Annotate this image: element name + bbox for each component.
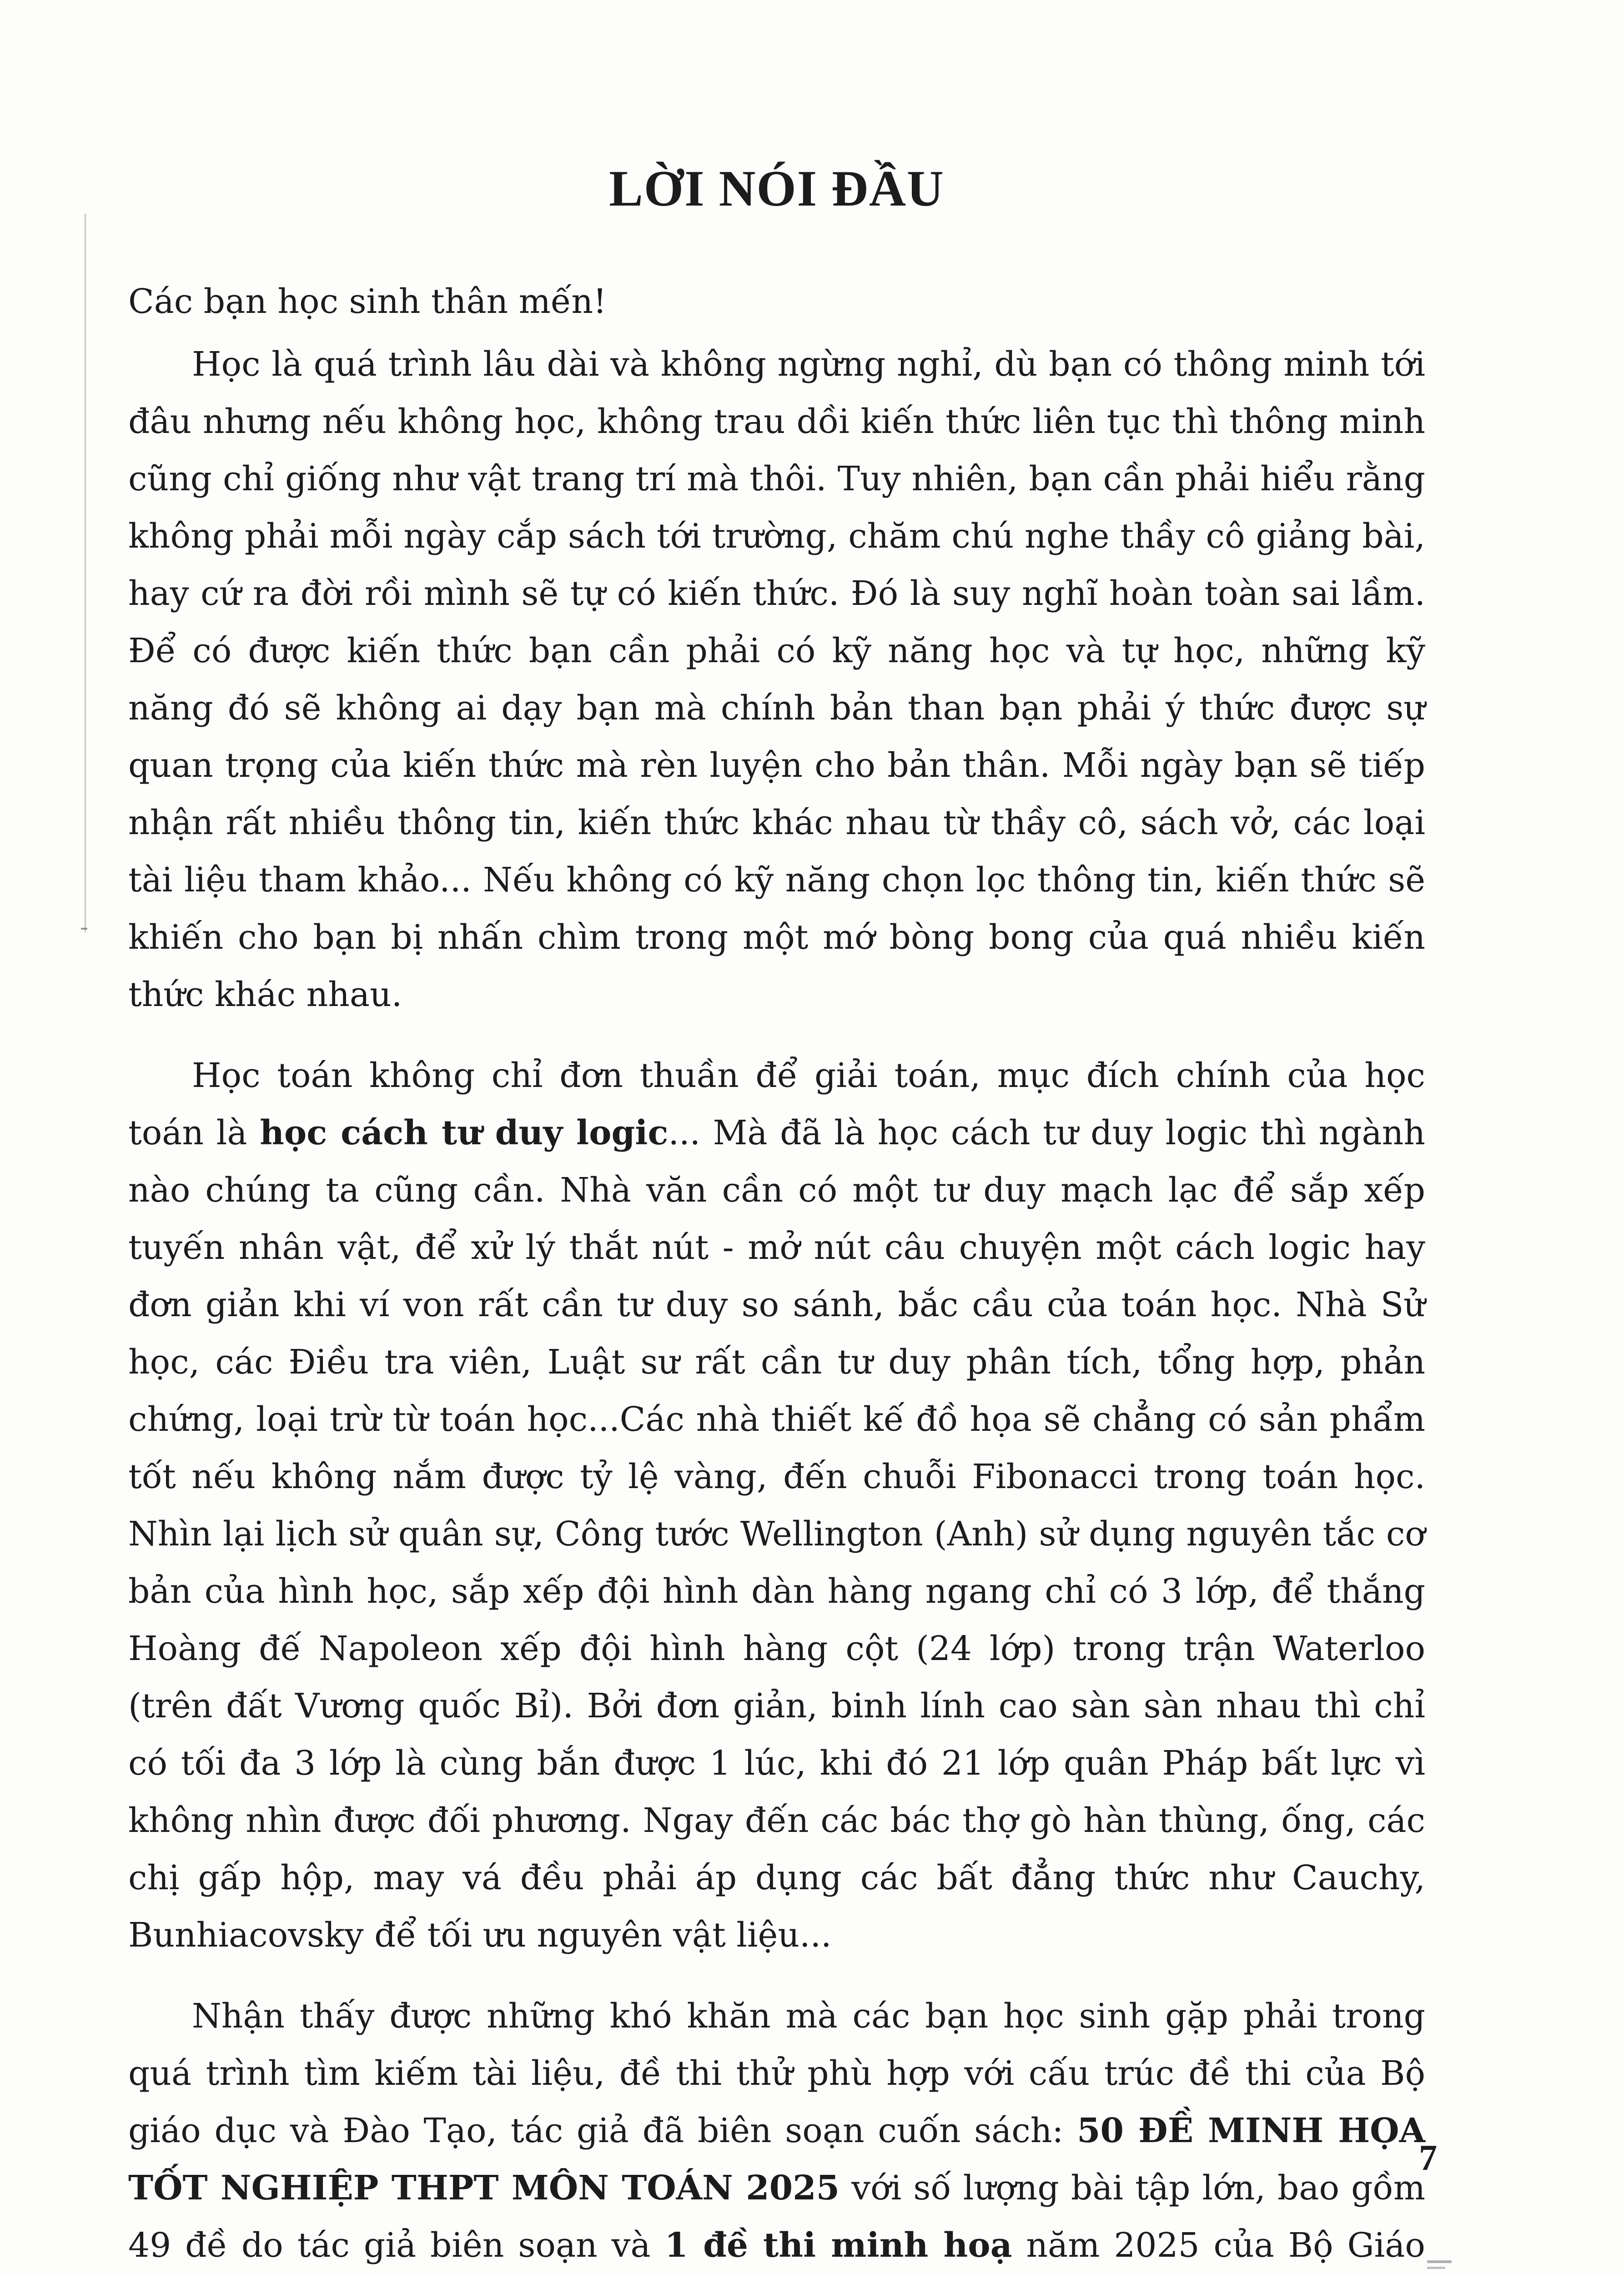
paragraph-3 (128, 1987, 1425, 2274)
greeting: Các bạn học sinh thân mến! (128, 282, 607, 321)
book-title-emphasis: 50 ĐỀ MINH HỌA TỐT NGHIỆP THPT MÔN TOÁN 2025 (128, 2111, 1425, 2208)
page-content (128, 155, 1425, 2274)
paragraph-2 (128, 1047, 1425, 1964)
paragraph-2-start: Học toán không chỉ đơn thuần để giải toán, mục đích chính của học toán là (128, 1056, 1425, 1152)
binding-margin-line (85, 214, 86, 932)
sample-exam-emphasis: 1 đề thi minh hoạ (664, 2226, 1012, 2265)
page-title: LỜI NÓI ĐẦU (609, 161, 945, 217)
paragraph-3-mid: với số lượng bài tập lớn, bao gồm 49 đề do tác giả biên soạn và (128, 2168, 1425, 2265)
paragraph-3-start: Nhận thấy được những khó khăn mà các bạn học sinh gặp phải trong quá trình tìm kiếm tài liệu, đề thi thử phù hợp với cấu trúc đề thi của Bộ giáo dục và Đào Tạo, tác giả đã biên soạn cuốn sách: (128, 1997, 1425, 2150)
binding-margin-tick (81, 928, 87, 930)
scanner-logo-icon (1423, 2256, 1455, 2274)
page-number: 7 (1419, 2138, 1437, 2178)
paragraph-2-rest: ... Mà đã là học cách tư duy logic thì ngành nào chúng ta cũng cần. Nhà văn cần có một tư duy mạch lạc để sắp xếp tuyến nhân vật, để xử lý thắt nút - mở nút câu chuyện một cách logic hay đơn giản khi ví von rất cần tư duy so sánh, bắc cầu của toán học. Nhà Sử học, các Điều tra viên, Luật sư rất cần tư duy phân tích, tổng hợp, phản chứng, loại trừ từ toán học...Các nhà thiết kế đồ họa sẽ chẳng có sản phẩm tốt nếu không nắm được tỷ lệ vàng, đến chuỗi Fibonacci trong toán học. Nhìn lại lịch sử quân sự, Công tước Wellington (Anh) sử dụng nguyên tắc cơ bản của hình học, sắp xếp đội hình dàn hàng ngang chỉ có 3 lớp, để thắng Hoàng đế Napoleon xếp đội hình hàng cột (24 lớp) trong trận Waterloo (trên đất Vương quốc Bỉ). Bởi đơn giản, binh lính cao sàn sàn nhau thì chỉ có tối đa 3 lớp là cùng bắn được 1 lúc, khi đó 21 lớp quân Pháp bất lực vì không nhìn được đối phương. Ngay đến các bác thợ gò hàn thùng, ống, các chị gấp hộp, may vá đều phải áp dụng các bất đẳng thức như Cauchy, Bunhiacovsky để tối ưu nguyên vật liệu... (128, 1113, 1425, 1955)
paragraph-2-emphasis: học cách tư duy logic (260, 1113, 669, 1152)
paragraph-1: Học là quá trình lâu dài và không ngừng nghỉ, dù bạn có thông minh tới đâu nhưng nếu không học, không trau dồi kiến thức liên tục thì thông minh cũng chỉ giống như vật trang trí mà thôi. Tuy nhiên, bạn cần phải hiểu rằng không phải mỗi ngày cắp sách tới trường, chăm chú nghe thầy cô giảng bài, hay cứ ra đời rồi mình sẽ tự có kiến thức. Đó là suy nghĩ hoàn toàn sai lầm. Để có được kiến thức bạn cần phải có kỹ năng học và tự học, những kỹ năng đó sẽ không ai dạy bạn mà chính bản than bạn phải ý thức được sự quan trọng của kiến thức mà rèn luyện cho bản thân. Mỗi ngày bạn sẽ tiếp nhận rất nhiều thông tin, kiến thức khác nhau từ thầy cô, sách vở, các loại tài liệu tham khảo... Nếu không có kỹ năng chọn lọc thông tin, kiến thức sẽ khiến cho bạn bị nhấn chìm trong một mớ bòng bong của quá nhiều kiến thức khác nhau. (128, 345, 1425, 1014)
paragraph-3-end: năm 2025 của Bộ Giáo (1026, 2226, 1425, 2265)
